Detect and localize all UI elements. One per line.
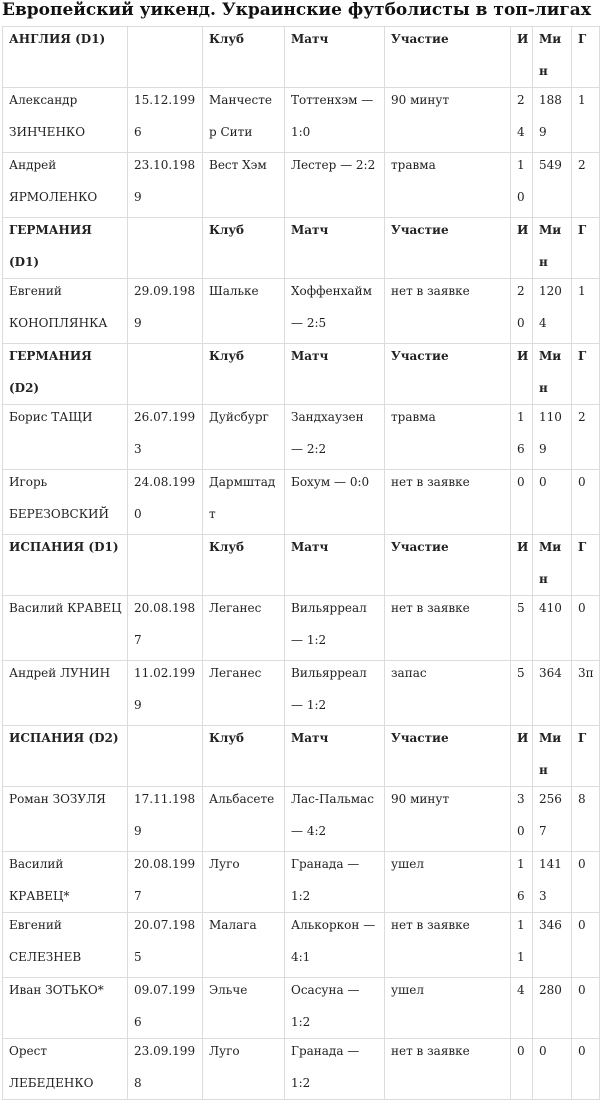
player-row xyxy=(3,596,600,661)
player-games xyxy=(511,661,533,726)
player-club xyxy=(203,405,285,470)
section-header-row xyxy=(3,535,600,596)
player-row xyxy=(3,470,600,535)
empty-cell xyxy=(128,726,203,787)
minutes-header-text: Мин xyxy=(539,540,562,586)
goals-header xyxy=(572,726,600,787)
player-games xyxy=(511,596,533,661)
player-minutes-text: 549 xyxy=(539,158,562,172)
player-club-text: Дармштадт xyxy=(209,475,276,521)
player-name xyxy=(3,470,128,535)
match-header-text: Матч xyxy=(291,731,329,745)
section-header-row xyxy=(3,726,600,787)
participation-header xyxy=(385,726,511,787)
player-participation xyxy=(385,153,511,218)
player-games-text: 20 xyxy=(517,284,525,330)
player-dob xyxy=(128,470,203,535)
player-name-text: Игорь БЕРЕЗОВСКИЙ xyxy=(9,475,109,521)
player-name xyxy=(3,88,128,153)
player-dob xyxy=(128,596,203,661)
player-minutes-text: 1889 xyxy=(539,93,562,139)
player-games-text: 24 xyxy=(517,93,525,139)
player-minutes xyxy=(533,913,572,978)
player-games-text: 0 xyxy=(517,1044,525,1058)
player-participation-text: нет в заявке xyxy=(391,475,470,489)
player-match xyxy=(285,88,385,153)
player-goals-text: 3п xyxy=(578,666,594,680)
player-minutes-text: 1413 xyxy=(539,857,562,903)
player-minutes xyxy=(533,978,572,1039)
player-participation-text: нет в заявке xyxy=(391,918,470,932)
player-games xyxy=(511,787,533,852)
participation-header xyxy=(385,218,511,279)
player-club-text: Дуйсбург xyxy=(209,410,269,424)
match-header-text: Матч xyxy=(291,223,329,237)
player-minutes xyxy=(533,1039,572,1100)
player-dob-text: 20.07.1985 xyxy=(134,918,196,964)
player-games xyxy=(511,978,533,1039)
player-name xyxy=(3,978,128,1039)
player-match xyxy=(285,405,385,470)
player-games-text: 30 xyxy=(517,792,525,838)
league-cell-text: АНГЛИЯ (D1) xyxy=(9,32,106,46)
match-header xyxy=(285,27,385,88)
player-goals-text: 0 xyxy=(578,601,586,615)
player-match-text: Хоффенхайм — 2:5 xyxy=(291,284,372,330)
player-row xyxy=(3,978,600,1039)
goals-header-text: Г xyxy=(578,32,587,46)
player-participation xyxy=(385,88,511,153)
participation-header xyxy=(385,535,511,596)
player-match xyxy=(285,787,385,852)
player-dob-text: 15.12.1996 xyxy=(134,93,196,139)
goals-header-text: Г xyxy=(578,349,587,363)
player-games-text: 16 xyxy=(517,857,525,903)
player-club-text: Луго xyxy=(209,1044,240,1058)
player-games-text: 0 xyxy=(517,475,525,489)
player-minutes xyxy=(533,279,572,344)
games-header-text: И xyxy=(517,349,529,363)
player-participation xyxy=(385,470,511,535)
player-games-text: 5 xyxy=(517,601,525,615)
player-participation xyxy=(385,978,511,1039)
player-minutes xyxy=(533,88,572,153)
player-row xyxy=(3,787,600,852)
player-row xyxy=(3,279,600,344)
player-participation xyxy=(385,913,511,978)
league-cell xyxy=(3,726,128,787)
club-header-text: Клуб xyxy=(209,223,245,237)
club-header-text: Клуб xyxy=(209,540,245,554)
player-dob-text: 09.07.1996 xyxy=(134,983,196,1029)
empty-cell xyxy=(128,344,203,405)
minutes-header xyxy=(533,344,572,405)
player-goals xyxy=(572,852,600,913)
player-goals-text: 0 xyxy=(578,983,586,997)
player-dob xyxy=(128,405,203,470)
minutes-header xyxy=(533,27,572,88)
match-header xyxy=(285,726,385,787)
player-games xyxy=(511,153,533,218)
player-goals-text: 0 xyxy=(578,857,586,871)
player-minutes-text: 280 xyxy=(539,983,562,997)
player-dob-text: 23.09.1998 xyxy=(134,1044,196,1090)
player-club-text: Альбасете xyxy=(209,792,275,806)
league-cell-text: ИСПАНИЯ (D1) xyxy=(9,540,119,554)
player-participation xyxy=(385,661,511,726)
player-goals xyxy=(572,1039,600,1100)
player-club xyxy=(203,913,285,978)
player-minutes-text: 0 xyxy=(539,475,547,489)
player-minutes xyxy=(533,852,572,913)
player-match xyxy=(285,1039,385,1100)
goals-header-text: Г xyxy=(578,223,587,237)
player-participation xyxy=(385,596,511,661)
minutes-header-text: Мин xyxy=(539,32,562,78)
player-participation xyxy=(385,852,511,913)
player-name xyxy=(3,787,128,852)
participation-header xyxy=(385,27,511,88)
player-dob xyxy=(128,852,203,913)
player-dob xyxy=(128,978,203,1039)
player-participation-text: травма xyxy=(391,410,436,424)
club-header xyxy=(203,218,285,279)
participation-header-text: Участие xyxy=(391,32,449,46)
goals-header xyxy=(572,344,600,405)
minutes-header-text: Мин xyxy=(539,223,562,269)
player-match xyxy=(285,596,385,661)
player-match-text: Тоттенхэм — 1:0 xyxy=(291,93,374,139)
player-name-text: Евгений СЕЛЕЗНЕВ xyxy=(9,918,82,964)
player-minutes-text: 2567 xyxy=(539,792,562,838)
player-name-text: Иван ЗОТЬКО* xyxy=(9,983,104,997)
games-header xyxy=(511,344,533,405)
club-header-text: Клуб xyxy=(209,731,245,745)
player-match-text: Лестер — 2:2 xyxy=(291,158,376,172)
player-dob xyxy=(128,279,203,344)
player-games xyxy=(511,470,533,535)
club-header-text: Клуб xyxy=(209,349,245,363)
minutes-header xyxy=(533,726,572,787)
match-header-text: Матч xyxy=(291,540,329,554)
player-dob xyxy=(128,153,203,218)
player-club-text: Леганес xyxy=(209,601,262,615)
club-header xyxy=(203,726,285,787)
player-club-text: Манчестер Сити xyxy=(209,93,272,139)
player-goals xyxy=(572,978,600,1039)
games-header xyxy=(511,535,533,596)
games-header-text: И xyxy=(517,731,529,745)
goals-header xyxy=(572,535,600,596)
player-dob-text: 23.10.1989 xyxy=(134,158,196,204)
player-club xyxy=(203,153,285,218)
player-name xyxy=(3,596,128,661)
player-dob xyxy=(128,1039,203,1100)
league-cell-text: ГЕРМАНИЯ (D2) xyxy=(9,349,92,395)
player-games-text: 11 xyxy=(517,918,525,964)
player-goals-text: 8 xyxy=(578,792,586,806)
player-dob-text: 20.08.1987 xyxy=(134,601,196,647)
player-dob xyxy=(128,787,203,852)
empty-cell xyxy=(128,27,203,88)
participation-header-text: Участие xyxy=(391,223,449,237)
player-name-text: Евгений КОНОПЛЯНКА xyxy=(9,284,108,330)
player-goals xyxy=(572,88,600,153)
league-cell xyxy=(3,218,128,279)
player-participation-text: запас xyxy=(391,666,427,680)
player-goals-text: 0 xyxy=(578,1044,586,1058)
league-cell-text: ИСПАНИЯ (D2) xyxy=(9,731,119,745)
league-cell-text: ГЕРМАНИЯ (D1) xyxy=(9,223,92,269)
table-body xyxy=(3,27,600,1100)
player-club xyxy=(203,787,285,852)
player-participation-text: 90 минут xyxy=(391,792,450,806)
player-participation xyxy=(385,1039,511,1100)
player-name xyxy=(3,1039,128,1100)
player-match-text: Вильярреал — 1:2 xyxy=(291,601,367,647)
player-match xyxy=(285,978,385,1039)
participation-header-text: Участие xyxy=(391,349,449,363)
player-club-text: Луго xyxy=(209,857,240,871)
player-dob xyxy=(128,661,203,726)
player-name-text: Александр ЗИНЧЕНКО xyxy=(9,93,86,139)
player-club xyxy=(203,470,285,535)
league-cell xyxy=(3,535,128,596)
player-name-text: Василий КРАВЕЦ* xyxy=(9,857,70,903)
player-games-text: 16 xyxy=(517,410,525,456)
player-dob-text: 24.08.1990 xyxy=(134,475,196,521)
games-header xyxy=(511,218,533,279)
player-games-text: 5 xyxy=(517,666,525,680)
player-row xyxy=(3,1039,600,1100)
player-games xyxy=(511,88,533,153)
player-name xyxy=(3,852,128,913)
player-goals-text: 1 xyxy=(578,284,586,298)
match-header xyxy=(285,535,385,596)
goals-header xyxy=(572,218,600,279)
player-row xyxy=(3,913,600,978)
player-participation-text: ушел xyxy=(391,857,424,871)
minutes-header xyxy=(533,218,572,279)
player-games xyxy=(511,405,533,470)
player-dob xyxy=(128,88,203,153)
player-games xyxy=(511,1039,533,1100)
minutes-header-text: Мин xyxy=(539,731,562,777)
player-club-text: Вест Хэм xyxy=(209,158,267,172)
player-club-text: Эльче xyxy=(209,983,248,997)
player-goals-text: 0 xyxy=(578,475,586,489)
player-minutes xyxy=(533,405,572,470)
player-club xyxy=(203,1039,285,1100)
player-minutes-text: 0 xyxy=(539,1044,547,1058)
player-goals xyxy=(572,470,600,535)
player-participation xyxy=(385,279,511,344)
player-name xyxy=(3,913,128,978)
player-minutes-text: 1109 xyxy=(539,410,562,456)
player-games xyxy=(511,913,533,978)
section-header-row xyxy=(3,218,600,279)
player-goals-text: 1 xyxy=(578,93,586,107)
player-participation-text: нет в заявке xyxy=(391,284,470,298)
player-dob-text: 11.02.1999 xyxy=(134,666,196,712)
player-match-text: Вильярреал — 1:2 xyxy=(291,666,367,712)
player-participation-text: ушел xyxy=(391,983,424,997)
player-goals-text: 2 xyxy=(578,410,586,424)
player-goals xyxy=(572,279,600,344)
games-header-text: И xyxy=(517,540,529,554)
player-name-text: Василий КРАВЕЦ xyxy=(9,601,122,615)
league-cell xyxy=(3,27,128,88)
player-participation xyxy=(385,405,511,470)
player-row xyxy=(3,405,600,470)
match-header-text: Матч xyxy=(291,349,329,363)
participation-header-text: Участие xyxy=(391,731,449,745)
player-match-text: Алькоркон — 4:1 xyxy=(291,918,376,964)
player-row xyxy=(3,661,600,726)
goals-header-text: Г xyxy=(578,540,587,554)
player-name xyxy=(3,279,128,344)
player-games-text: 4 xyxy=(517,983,525,997)
games-header xyxy=(511,27,533,88)
player-minutes-text: 364 xyxy=(539,666,562,680)
match-header xyxy=(285,344,385,405)
player-match-text: Лас-Пальмас — 4:2 xyxy=(291,792,374,838)
player-name xyxy=(3,405,128,470)
player-dob xyxy=(128,913,203,978)
player-games-text: 10 xyxy=(517,158,525,204)
player-match-text: Осасуна — 1:2 xyxy=(291,983,360,1029)
player-minutes xyxy=(533,470,572,535)
goals-header xyxy=(572,27,600,88)
player-name-text: Андрей ЛУНИН xyxy=(9,666,111,680)
player-club xyxy=(203,596,285,661)
player-match xyxy=(285,913,385,978)
section-header-row xyxy=(3,27,600,88)
players-table xyxy=(2,26,600,1100)
player-goals xyxy=(572,405,600,470)
club-header xyxy=(203,344,285,405)
page-title: Европейский уикенд. Украинские футболисты в топ-лигах xyxy=(2,0,591,20)
player-match-text: Бохум — 0:0 xyxy=(291,475,370,489)
player-club-text: Малага xyxy=(209,918,257,932)
player-row xyxy=(3,153,600,218)
player-dob-text: 17.11.1989 xyxy=(134,792,196,838)
player-minutes xyxy=(533,787,572,852)
player-club xyxy=(203,661,285,726)
empty-cell xyxy=(128,218,203,279)
player-participation-text: нет в заявке xyxy=(391,601,470,615)
player-goals-text: 0 xyxy=(578,918,586,932)
player-match-text: Гранада — 1:2 xyxy=(291,1044,360,1090)
player-games xyxy=(511,279,533,344)
section-header-row xyxy=(3,344,600,405)
player-minutes-text: 1204 xyxy=(539,284,562,330)
games-header-text: И xyxy=(517,32,529,46)
player-participation-text: 90 минут xyxy=(391,93,450,107)
player-dob-text: 20.08.1997 xyxy=(134,857,196,903)
player-match-text: Зандхаузен — 2:2 xyxy=(291,410,364,456)
player-name-text: Андрей ЯРМОЛЕНКО xyxy=(9,158,98,204)
player-name xyxy=(3,153,128,218)
player-club xyxy=(203,279,285,344)
match-header-text: Матч xyxy=(291,32,329,46)
player-games xyxy=(511,852,533,913)
player-participation xyxy=(385,787,511,852)
player-participation-text: нет в заявке xyxy=(391,1044,470,1058)
player-minutes-text: 410 xyxy=(539,601,562,615)
player-goals xyxy=(572,787,600,852)
player-name-text: Роман ЗОЗУЛЯ xyxy=(9,792,106,806)
player-dob-text: 26.07.1993 xyxy=(134,410,196,456)
games-header xyxy=(511,726,533,787)
player-name xyxy=(3,661,128,726)
player-minutes xyxy=(533,153,572,218)
player-match xyxy=(285,852,385,913)
club-header xyxy=(203,27,285,88)
player-row xyxy=(3,88,600,153)
goals-header-text: Г xyxy=(578,731,587,745)
player-dob-text: 29.09.1989 xyxy=(134,284,196,330)
player-name-text: Борис ТАЩИ xyxy=(9,410,93,424)
player-participation-text: травма xyxy=(391,158,436,172)
match-header xyxy=(285,218,385,279)
participation-header-text: Участие xyxy=(391,540,449,554)
player-minutes xyxy=(533,596,572,661)
player-club xyxy=(203,852,285,913)
player-name-text: Орест ЛЕБЕДЕНКО xyxy=(9,1044,94,1090)
minutes-header xyxy=(533,535,572,596)
player-goals xyxy=(572,596,600,661)
player-minutes xyxy=(533,661,572,726)
player-club xyxy=(203,88,285,153)
participation-header xyxy=(385,344,511,405)
player-match xyxy=(285,153,385,218)
player-club-text: Леганес xyxy=(209,666,262,680)
club-header xyxy=(203,535,285,596)
minutes-header-text: Мин xyxy=(539,349,562,395)
empty-cell xyxy=(128,535,203,596)
player-row xyxy=(3,852,600,913)
games-header-text: И xyxy=(517,223,529,237)
player-minutes-text: 346 xyxy=(539,918,562,932)
player-club xyxy=(203,978,285,1039)
player-match xyxy=(285,470,385,535)
player-goals-text: 2 xyxy=(578,158,586,172)
league-cell xyxy=(3,344,128,405)
player-goals xyxy=(572,153,600,218)
player-match xyxy=(285,661,385,726)
player-match xyxy=(285,279,385,344)
player-match-text: Гранада — 1:2 xyxy=(291,857,360,903)
club-header-text: Клуб xyxy=(209,32,245,46)
player-goals xyxy=(572,913,600,978)
player-goals xyxy=(572,661,600,726)
player-club-text: Шальке xyxy=(209,284,259,298)
